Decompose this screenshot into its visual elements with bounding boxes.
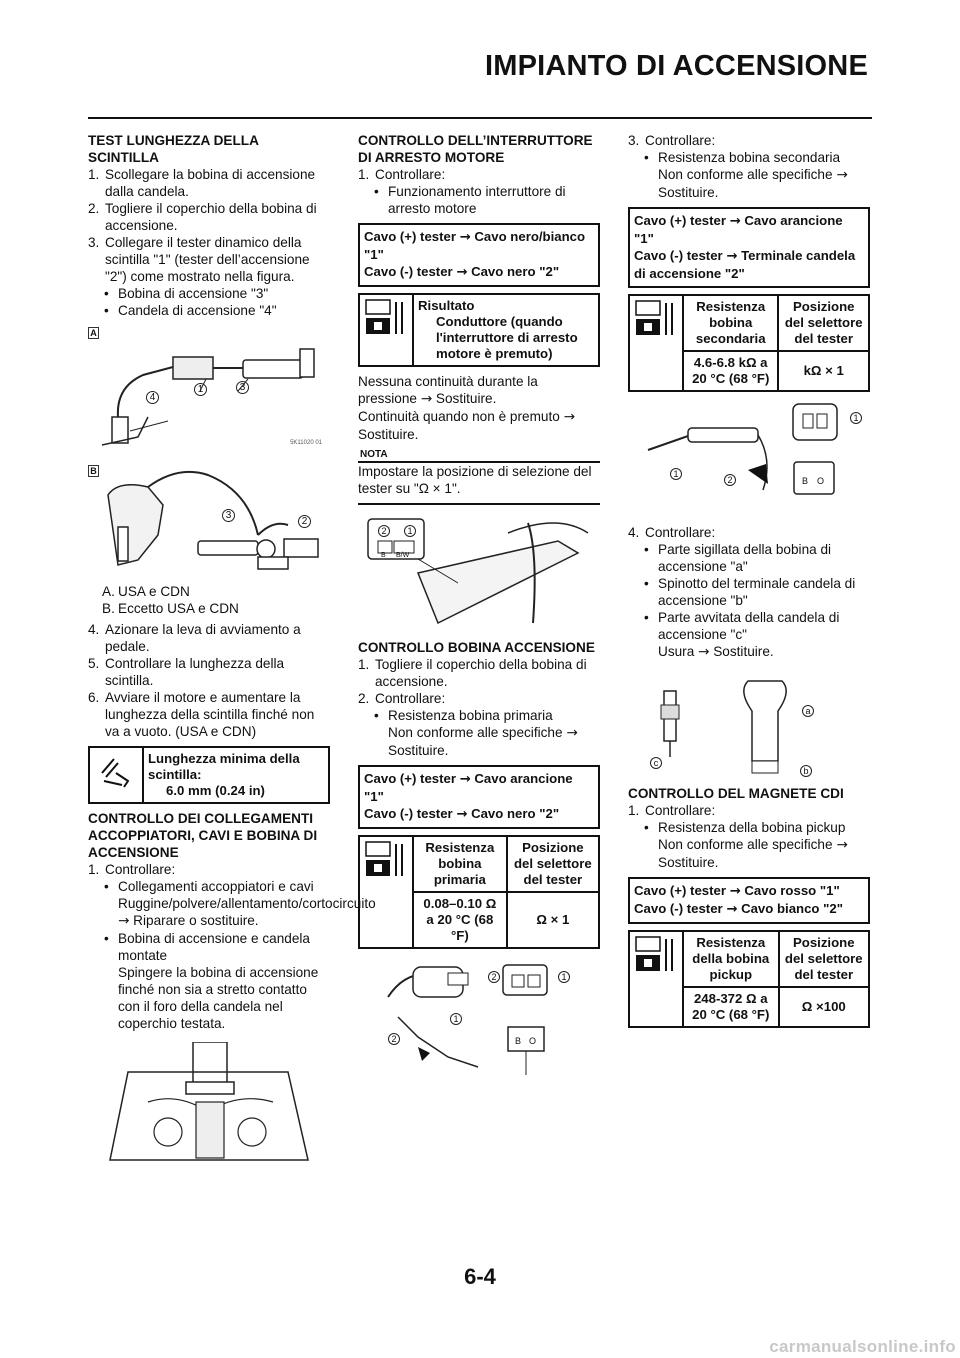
callout-3: 3 xyxy=(236,381,249,394)
spark-length-spec xyxy=(88,746,330,804)
bullet-coil: • Bobina di accensione "3" xyxy=(88,285,330,302)
multimeter-icon xyxy=(634,299,678,339)
pin-bw: B/W xyxy=(396,552,410,559)
callout-2d: 2 xyxy=(488,971,500,983)
header-pickup-selector: Posizione del selettore del tester xyxy=(779,931,869,987)
cable-connection-pickup: Cavo (+) tester → Cavo rosso "1" Cavo (-) tester → Cavo bianco "2" xyxy=(628,877,870,924)
bullet-secondary-resistance: • Resistenza bobina secondaria Non conforme alle specifiche → Sostituire. xyxy=(628,149,870,201)
step-check-coil: 2. Controllare: xyxy=(358,691,446,706)
page-number: 6-4 xyxy=(464,1264,496,1289)
step-1: 1. Scollegare la bobina di accensione dalla candela. xyxy=(88,167,316,199)
tester-icon-cell-2 xyxy=(359,836,413,948)
bullet-pickup-resistance: • Resistenza della bobina pickup Non conforme alle specifiche → Sostituire. xyxy=(628,819,870,871)
spec-text-cell: Lunghezza minima della scintilla: 6.0 mm (0.24 in) xyxy=(143,747,329,803)
header-sec-selector: Posizione del selettore del tester xyxy=(778,295,869,351)
cable-connection-secondary: Cavo (+) tester → Cavo arancione "1" Cavo (-) tester → Terminale candela di accensione "2" xyxy=(628,207,870,288)
spec-icon-cell xyxy=(89,747,143,803)
value-sec-resistance: 4.6-6.8 kΩ a 20 °C (68 °F) xyxy=(683,351,778,391)
bullet-primary-resistance: • Resistenza bobina primaria Non conforme alle specifiche → Sostituire. xyxy=(358,707,600,759)
callout-c: c xyxy=(650,757,662,769)
value-sec-selector: kΩ × 1 xyxy=(778,351,869,391)
bullet-terminal-pin: • Spinotto del terminale candela di accensione "b" xyxy=(628,575,870,609)
multimeter-icon xyxy=(364,298,408,338)
header-selector: Posizione del selettore del tester xyxy=(507,836,599,892)
section-heading-ignition-coil: CONTROLLO BOBINA ACCENSIONE xyxy=(358,640,595,655)
watermark: carmanualsonline.info xyxy=(769,1337,956,1356)
pin-o3: O xyxy=(817,476,825,486)
section-heading-spark-test: TEST LUNGHEZZA DELLA SCINTILLA xyxy=(88,133,259,165)
spark-tester-drawing-b-icon xyxy=(88,465,330,577)
step-4: 4. Azionare la leva di avviamento a pedale. xyxy=(88,622,301,654)
bullet-plug: • Candela di accensione "4" xyxy=(88,302,330,319)
column-3 xyxy=(628,132,870,1034)
callout-1f: 1 xyxy=(850,412,862,424)
figure-label-a: A xyxy=(88,327,99,339)
nota-label: NOTA xyxy=(358,449,600,463)
callout-b: b xyxy=(800,765,812,777)
step-remove-cover: 1. Togliere il coperchio della bobina di accensione. xyxy=(358,657,587,689)
spark-gap-icon xyxy=(94,751,138,795)
motorcycle-frame-drawing-icon xyxy=(358,513,600,633)
primary-resistance-table xyxy=(358,835,600,949)
pickup-resistance-table xyxy=(628,930,870,1028)
paragraph-no-continuity: Nessuna continuità durante la pressione → Sostituire. xyxy=(358,374,538,407)
multimeter-icon xyxy=(364,840,408,880)
step-cdi-check: 1. Controllare: xyxy=(628,803,716,818)
step-check-switch: 1. Controllare: xyxy=(358,167,446,182)
bullet-sealed-part: • Parte sigillata della bobina di accensione "a" xyxy=(628,541,870,575)
section-heading-cdi: CONTROLLO DEL MAGNETE CDI xyxy=(628,786,844,801)
callout-2e: 2 xyxy=(388,1033,400,1045)
bullet-threaded-part: • Parte avvitata della candela di accensione "c" Usura → Sostituire. xyxy=(628,609,870,661)
callout-2b: 2 xyxy=(298,515,311,528)
step-3: 3. Collegare il tester dinamico della scintilla "1" (tester dell’accensione "2") come mostrato nella figura. xyxy=(88,235,310,284)
cylinder-head-drawing-icon xyxy=(88,1042,330,1162)
value-selector: Ω × 1 xyxy=(507,892,599,948)
value-pickup-selector: Ω ×100 xyxy=(779,987,869,1027)
figure-legend xyxy=(88,583,330,617)
paragraph-continuity: Continuità quando non è premuto → Sostituire. xyxy=(358,409,575,442)
pin-b2: B xyxy=(515,1036,522,1046)
bullet-switch-function: • Funzionamento interruttore di arresto motore xyxy=(358,183,600,217)
result-text-cell: Risultato Conduttore (quando l'interruttore di arresto motore è premuto) xyxy=(413,294,599,366)
pin-b: B xyxy=(381,552,386,559)
figure-a-spark-tester xyxy=(88,327,330,455)
figure-spark-plug xyxy=(628,671,870,781)
result-table xyxy=(358,293,600,367)
tester-icon-cell-4 xyxy=(629,931,683,1027)
step-4-check: 4. Controllare: xyxy=(628,525,716,540)
callout-1c: 1 xyxy=(404,525,416,537)
callout-2c: 2 xyxy=(378,525,390,537)
figure-coil-secondary xyxy=(628,400,870,518)
section-heading-couplers: CONTROLLO DEI COLLEGAMENTI ACCOPPIATORI, CAVI E BOBINA DI ACCENSIONE xyxy=(88,811,318,860)
bullet-couplers: • Collegamenti accoppiatori e cavi Ruggine/polvere/allentamento/cortocircuito → Riparare o sostituire. xyxy=(88,878,330,930)
step-3-check: 3. Controllare: xyxy=(628,133,716,148)
figure-cylinder-head xyxy=(88,1042,330,1162)
callout-1e: 1 xyxy=(450,1013,462,1025)
value-resistance: 0.08–0.10 Ω a 20 °C (68 °F) xyxy=(413,892,507,948)
section-heading-stop-switch: CONTROLLO DELL’INTERRUTTORE DI ARRESTO MOTORE xyxy=(358,133,593,165)
page-title: IMPIANTO DI ACCENSIONE xyxy=(484,50,868,82)
secondary-resistance-table xyxy=(628,294,870,392)
tester-icon-cell xyxy=(359,294,413,366)
callout-a: a xyxy=(802,705,814,717)
cable-connection-switch: Cavo (+) tester → Cavo nero/bianco "1" Cavo (-) tester → Cavo nero "2" xyxy=(358,223,600,287)
callout-4: 4 xyxy=(146,391,159,404)
pin-b3: B xyxy=(802,476,809,486)
spark-plug-drawing-icon xyxy=(628,671,870,781)
step-5: 5. Controllare la lunghezza della scintilla. xyxy=(88,656,285,688)
step-2: 2. Togliere il coperchio della bobina di accensione. xyxy=(88,201,317,233)
figure-code: 5K11020 01 xyxy=(290,440,322,446)
header-pickup-resistance: Resistenza della bobina pickup xyxy=(683,931,779,987)
tester-icon-cell-3 xyxy=(629,295,683,391)
bullet-coil-mounted: • Bobina di accensione e candela montate Spingere la bobina di accensione finché non sia a stretto contatto con il foro della candela nel coperchio testata. xyxy=(88,930,330,1032)
callout-1g: 1 xyxy=(670,468,682,480)
header-sec-resistance: Resistenza bobina secondaria xyxy=(683,295,778,351)
callout-1d: 1 xyxy=(558,971,570,983)
ignition-coil-secondary-drawing-icon xyxy=(628,400,870,518)
figure-coil-primary xyxy=(358,957,600,1077)
header-resistance: Resistenza bobina primaria xyxy=(413,836,507,892)
cable-connection-primary: Cavo (+) tester → Cavo arancione "1" Cavo (-) tester → Cavo nero "2" xyxy=(358,765,600,829)
value-pickup-resistance: 248-372 Ω a 20 °C (68 °F) xyxy=(683,987,779,1027)
figure-b-spark-tester xyxy=(88,465,330,577)
header-rule xyxy=(88,117,872,119)
step-6: 6. Avviare il motore e aumentare la lunghezza della scintilla finché non va a vuoto. (USA e CDN) xyxy=(88,690,315,739)
legend-a: A. USA e CDN xyxy=(102,584,190,599)
callout-1: 1 xyxy=(194,383,207,396)
callout-2g: 2 xyxy=(724,474,736,486)
figure-switch-connector xyxy=(358,513,600,633)
nota-text: Impostare la posizione di selezione del tester su "Ω × 1". xyxy=(358,463,600,505)
callout-3b: 3 xyxy=(222,509,235,522)
pin-o2: O xyxy=(529,1036,537,1046)
column-2 xyxy=(358,132,600,1077)
figure-label-b: B xyxy=(88,465,99,477)
legend-b: B. Eccetto USA e CDN xyxy=(102,601,239,616)
step-check: 1. Controllare: xyxy=(88,862,176,877)
multimeter-icon xyxy=(634,935,678,975)
